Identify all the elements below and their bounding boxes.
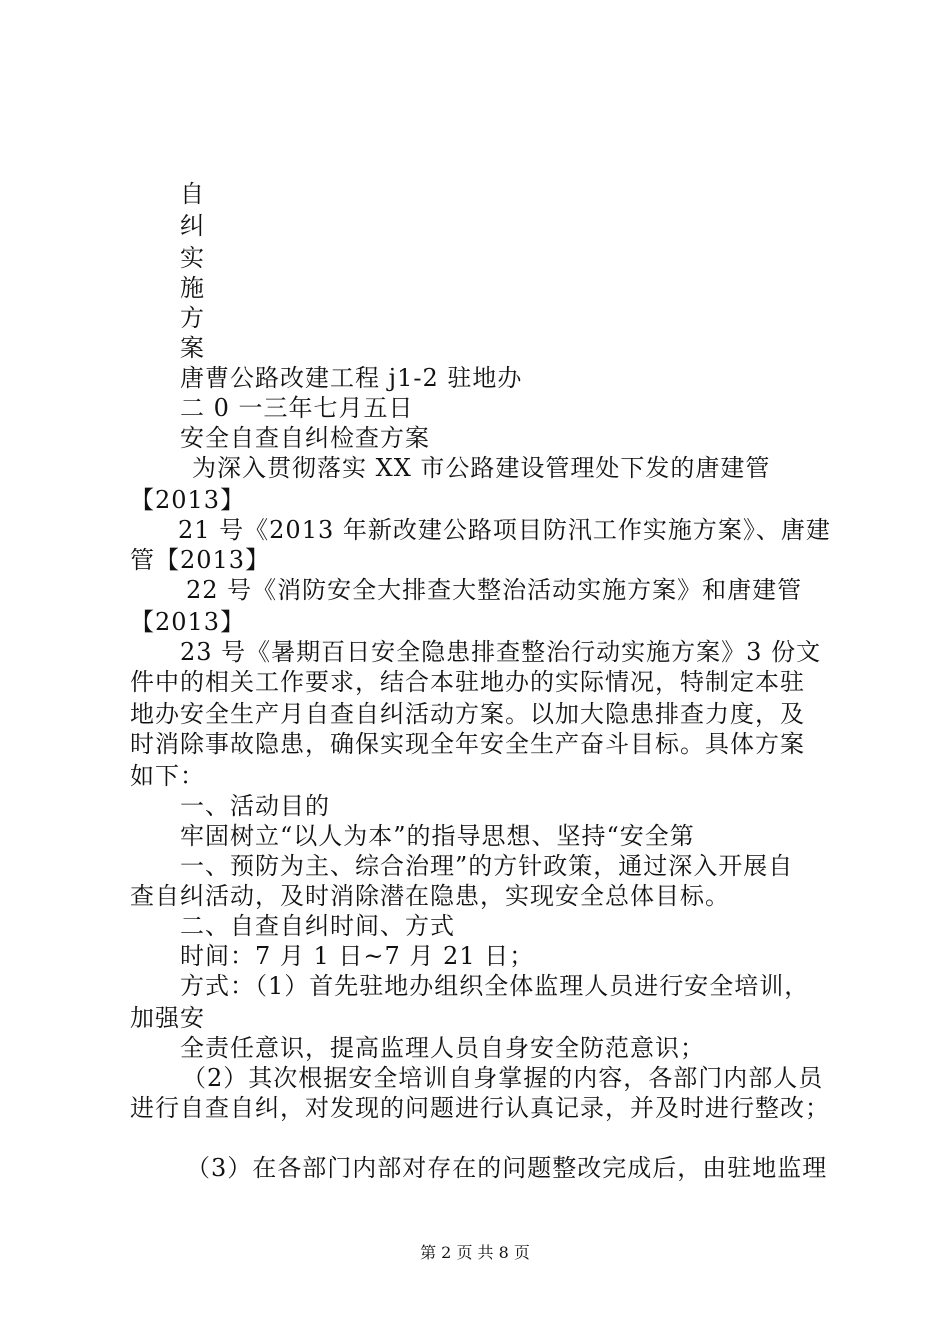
- paragraph-line: （3）在各部门内部对存在的问题整改完成后，由驻地监理: [186, 1154, 828, 1182]
- paragraph-line: 加强安: [130, 1004, 205, 1032]
- paragraph-line: 查自纠活动，及时消除潜在隐患，实现安全总体目标。: [130, 882, 730, 910]
- paragraph-line: 22 号《消防安全大排查大整治活动实施方案》和唐建管: [186, 576, 803, 604]
- paragraph-line: 一、预防为主、综合治理”的方针政策，通过深入开展自: [180, 852, 794, 880]
- section-heading: 一、活动目的: [180, 792, 330, 820]
- vertical-title-char: 纠: [180, 212, 205, 240]
- paragraph-line: 时间：7 月 1 日~7 月 21 日；: [180, 942, 535, 970]
- document-date: 二 0 一三年七月五日: [180, 394, 414, 422]
- document-heading: 安全自查自纠检查方案: [180, 424, 430, 452]
- paragraph-line: 21 号《2013 年新改建公路项目防汛工作实施方案》、唐建: [178, 516, 831, 544]
- paragraph-line: 件中的相关工作要求，结合本驻地办的实际情况，特制定本驻: [130, 668, 805, 696]
- paragraph-line: 管【2013】: [130, 546, 271, 574]
- paragraph-line: （2）其次根据安全培训自身掌握的内容，各部门内部人员: [182, 1064, 824, 1092]
- vertical-title-char: 施: [180, 274, 205, 302]
- vertical-title-char: 自: [180, 180, 205, 208]
- paragraph-line: 地办安全生产月自查自纠活动方案。以加大隐患排查力度，及: [130, 700, 805, 728]
- page-number-footer: 第 2 页 共 8 页: [420, 1243, 530, 1262]
- paragraph-line: 【2013】: [130, 486, 246, 514]
- vertical-title-char: 实: [180, 244, 205, 272]
- vertical-title-char: 案: [180, 334, 205, 362]
- paragraph-line: 23 号《暑期百日安全隐患排查整治行动实施方案》3 份文: [180, 638, 822, 666]
- paragraph-line: 进行自查自纠，对发现的问题进行认真记录，并及时进行整改；: [130, 1094, 830, 1122]
- project-name: 唐曹公路改建工程 j1-2 驻地办: [180, 364, 523, 392]
- paragraph-line: 方式：（1）首先驻地办组织全体监理人员进行安全培训，: [180, 972, 810, 1000]
- paragraph-line: 【2013】: [130, 608, 246, 636]
- paragraph-line: 为深入贯彻落实 XX 市公路建设管理处下发的唐建管: [192, 454, 771, 482]
- section-heading: 二、自查自纠时间、方式: [180, 912, 455, 940]
- vertical-title-char: 方: [180, 304, 205, 332]
- paragraph-line: 牢固树立“以人为本”的指导思想、坚持“安全第: [180, 822, 695, 850]
- paragraph-line: 时消除事故隐患，确保实现全年安全生产奋斗目标。具体方案: [130, 730, 805, 758]
- paragraph-line: 全责任意识，提高监理人员自身安全防范意识；: [180, 1034, 705, 1062]
- paragraph-line: 如下：: [130, 762, 205, 790]
